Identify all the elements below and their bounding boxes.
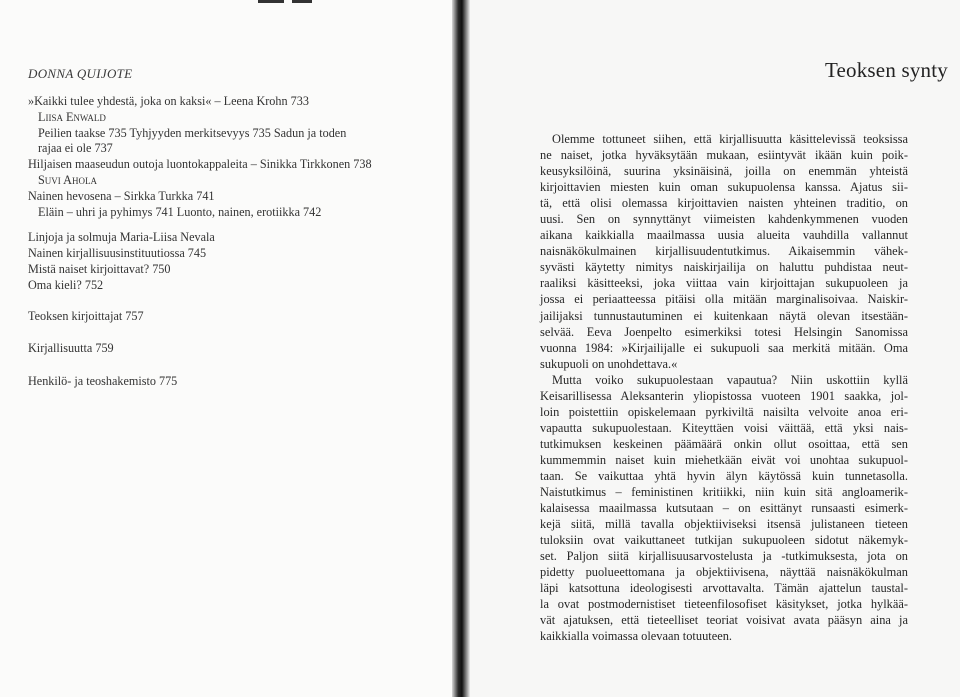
- scan-mark: [258, 0, 284, 3]
- text-line: vapautta sukupuolestaan. Kiteyttäen voisi väittää, että yksi nais-: [540, 420, 908, 435]
- text-line: jailijaksi tunnustautuminen ei kuitenkaan näytä olevan itsestään-: [540, 308, 908, 323]
- toc-entry: Henkilö- ja teoshakemisto 775: [28, 374, 178, 389]
- book-gutter: [452, 0, 470, 697]
- toc-entry: Teoksen kirjoittajat 757: [28, 308, 144, 323]
- toc-entry: Mistä naiset kirjoittavat? 750: [28, 261, 171, 276]
- body-text: [540, 131, 908, 645]
- text-line: ne naiset, jotka hyväksytään mukaan, esiintyvät ikään kuin poik-: [540, 148, 908, 163]
- toc-entry: Eläin – uhri ja pyhimys 741 Luonto, nainen, erotiikka 742: [38, 204, 322, 219]
- toc-entry: Kirjallisuutta 759: [28, 341, 114, 356]
- text-line: selvää. Eeva Joenpelto esimerkiksi totesi Helsingin Sanomissa: [540, 324, 908, 339]
- text-line: naisnäkökulmainen kirjallisuudentutkimus. Aikaisemmin vähek-: [540, 244, 908, 259]
- text-line: kejä siitä, millä tavalla objektiiviseksi itsensä julistaneen tieteen: [540, 517, 908, 532]
- toc-entry: rajaa ei ole 737: [38, 141, 113, 156]
- chapter-title: Teoksen synty: [824, 58, 948, 82]
- text-line: Olemme tottuneet siihen, että kirjallisuutta käsittelevissä teoksissa: [552, 132, 908, 146]
- text-line: kalaisessa maailmassa kutsutaan – on esittänyt runsaasti esimerk-: [540, 501, 908, 516]
- toc-entry: Hiljaisen maaseudun outoja luontokappaleita – Sinikka Tirkkonen 738: [28, 157, 372, 172]
- toc-entry: Linjoja ja solmuja Maria-Liisa Nevala: [28, 230, 215, 245]
- toc-author: Suvi Ahola: [38, 172, 97, 187]
- toc-entry: Nainen hevosena – Sirkka Turkka 741: [28, 188, 215, 203]
- text-line: aikana kaikkialla maailmassa uusia alueita vauhdilla vallannut: [540, 228, 908, 243]
- left-page: [0, 0, 452, 697]
- table-of-contents: [28, 94, 448, 390]
- text-line: loin poistettiin opiskelemaan pyrkiviltä naisilta velvoite anoa eri-: [540, 404, 908, 419]
- scan-mark: [292, 0, 312, 3]
- text-line: set. Paljon siitä kirjallisuusarvostelusta ja -tutkimuksesta, jota on: [540, 549, 908, 564]
- toc-entry: Peilien taakse 735 Tyhjyyden merkitsevyys 735 Sadun ja toden: [38, 125, 347, 140]
- text-line: tutkimuksen keskeinen päämäärä onkin ollut osoittaa, että sen: [540, 436, 908, 451]
- text-line: kaikkialla voimassa olevaan totuuteen.: [540, 629, 732, 644]
- text-line: tä, että olisi olemassa kirjoittavien naisten yhteinen traditio, on: [540, 196, 908, 211]
- text-line: kummemmin naiset kuin miehetkään eivät voi unohtaa sukupuol-: [540, 452, 908, 467]
- text-line: läpi katsottuna ideologisesti arvottavalta. Tämän ajattelun taustal-: [540, 581, 908, 596]
- text-line: Keisarillisessa Aleksanterin yliopistossa vuoteen 1901 saakka, jol-: [540, 388, 908, 403]
- text-line: raaliksi käsitteeksi, joka viittaa vain kirjoittajan sukupuoleen ja: [540, 276, 908, 291]
- text-line: vät ajatuksen, että tieteelliset teoriat voisivat avata pääsyn aina ja: [540, 613, 908, 628]
- text-line: sukupuoli on unohdettava.«: [540, 356, 678, 371]
- text-line: vuonna 1984: »Kirjailijalle ei sukupuoli saa merkitä mitään. Oma: [540, 340, 908, 355]
- text-line: Mutta voiko sukupuolestaan vapautua? Niin uskottiin kyllä: [552, 372, 908, 387]
- text-line: keusyksilöinä, suurina yksinäisinä, joilla on enemmän yhteistä: [540, 164, 908, 179]
- text-line: kirjoittavien miesten kuin oman sukupuolensa kanssa. Ajatus sii-: [540, 180, 908, 195]
- toc-entry: Oma kieli? 752: [28, 277, 104, 292]
- text-line: pidetty puolueettomana ja objektiivisena, näyttää naisnäkökulman: [540, 565, 908, 580]
- toc-author: Liisa Enwald: [38, 109, 106, 124]
- text-line: Naistutkimus – feministinen kritiikki, niin kuin sitä angloamerik-: [540, 485, 908, 500]
- text-line: uusi. Sen on synnyttänyt viimeisten kahdenkymmenen vuoden: [540, 212, 908, 227]
- text-line: la ovat postmodernistiset tieteenfilosofiset käsitykset, jotka hylkää-: [540, 597, 908, 612]
- text-line: syvästi käytetty nimitys naiskirjailija on haluttu puhdistaa neut-: [540, 260, 908, 275]
- toc-entry: »Kaikki tulee yhdestä, joka on kaksi« – Leena Krohn 733: [28, 94, 309, 108]
- running-head: DONNA QUIJOTE: [28, 66, 133, 81]
- text-line: tuloksiin ovat vaikuttaneet tutkijan sukupuoleen sidotut näkemyk-: [540, 533, 908, 548]
- text-line: jossa ei periaatteessa pitäisi olla mitään marginalisoivaa. Naiskir-: [540, 292, 908, 307]
- text-line: taan. Se vaikuttaa yhtä hyvin älyn käytössä kuin tunnetasolla.: [540, 468, 908, 483]
- toc-entry: Nainen kirjallisuusinstituutiossa 745: [28, 246, 207, 261]
